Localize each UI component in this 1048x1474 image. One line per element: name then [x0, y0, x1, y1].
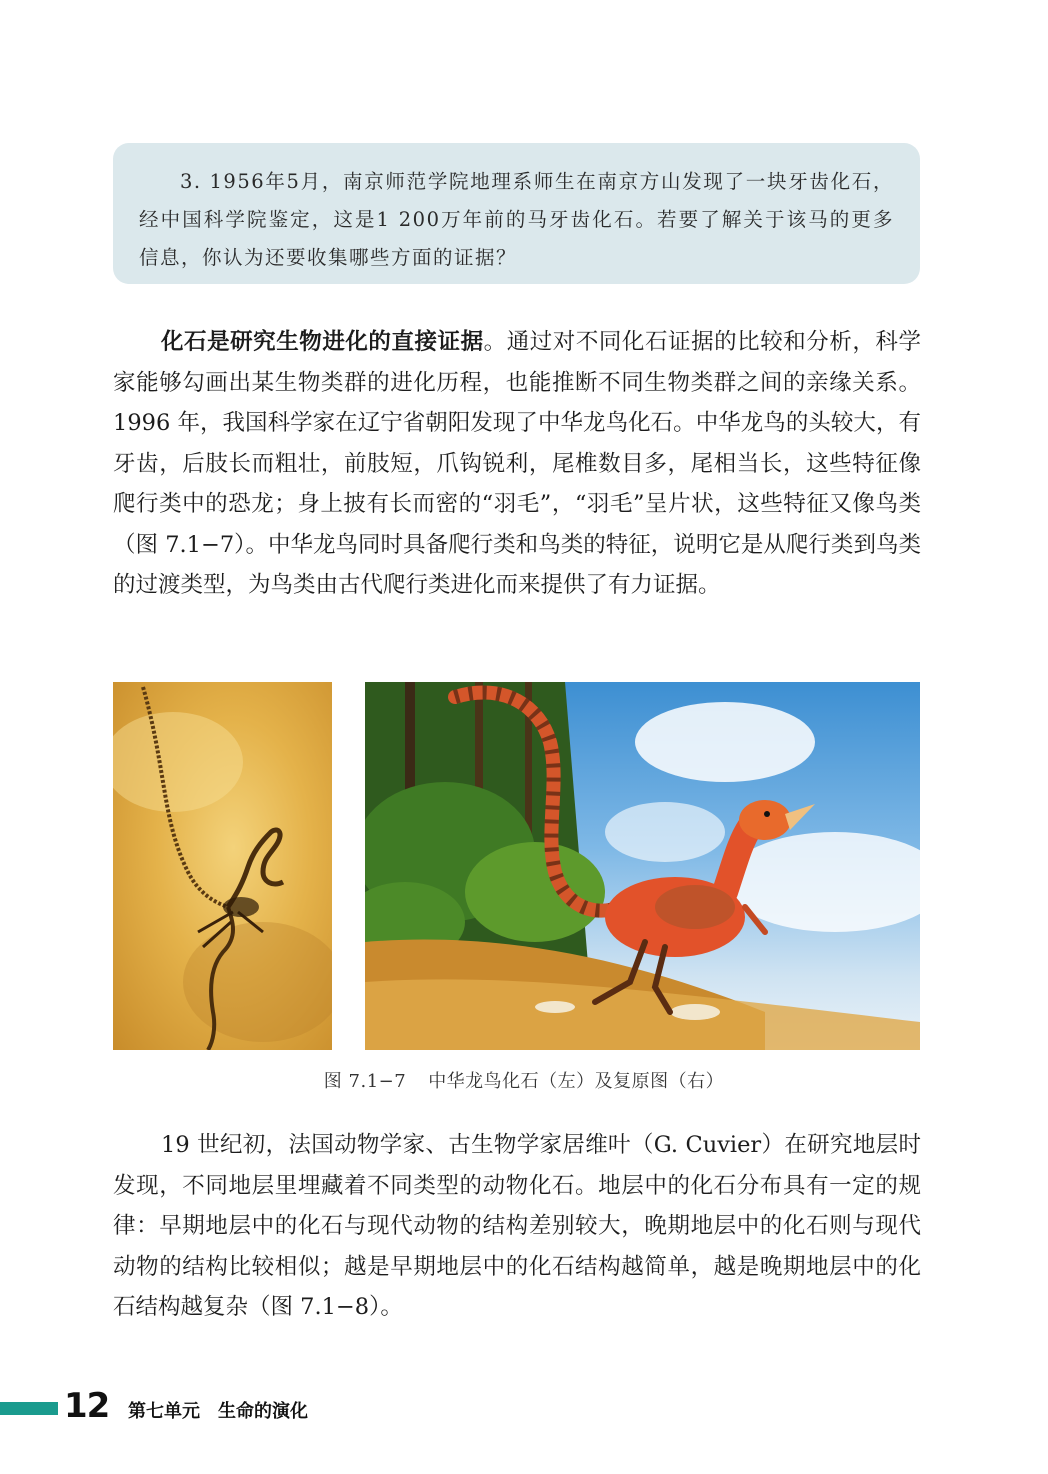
question-box [113, 143, 920, 284]
footer-unit-label: 第七单元 [128, 1401, 200, 1422]
footer-accent-bar [0, 1402, 58, 1415]
figure-caption [0, 1067, 1048, 1093]
figure-caption-text: 中华龙鸟化石（左）及复原图（右） [428, 1071, 725, 1092]
figure-number: 图 7.1−7 [323, 1071, 407, 1092]
sinosauropteryx-fossil-image [113, 682, 332, 1050]
paragraph-body: 。通过对不同化石证据的比较和分析，科学家能够勾画出某生物类群的进化历程，也能推断不同生物类群之间的亲缘关系。1996 年，我国科学家在辽宁省朝阳发现了中华龙鸟化石。中华龙鸟的头较大，有牙齿，后肢长而粗壮，前肢短，爪钩锐利，尾椎数目多，尾相当长，这些特征像爬行类中的恐龙；身上披有长而密的“羽毛”，“羽毛”呈片状，这些特征又像鸟类（图 7.1−7）。中华龙鸟同时具备爬行类和鸟类的特征，说明它是从爬行类到鸟类的过渡类型，为鸟类由古代爬行类进化而来提供了有力证据。 [113, 329, 921, 598]
footer-chapter-title [128, 1397, 308, 1423]
footer-chapter-label: 生命的演化 [218, 1401, 308, 1422]
paragraph-lead: 化石是研究生物进化的直接证据 [161, 329, 484, 355]
sinosauropteryx-reconstruction-image [365, 682, 920, 1050]
page-number: 12 [64, 1386, 110, 1426]
paragraph-body: 19 世纪初，法国动物学家、古生物学家居维叶（G. Cuvier）在研究地层时发现，不同地层里埋藏着不同类型的动物化石。地层中的化石分布具有一定的规律：早期地层中的化石与现代动物的结构差别较大，晚期地层中的化石则与现代动物的结构比较相似；越是早期地层中的化石结构越简单，越是晚期地层中的化石结构越复杂（图 7.1−8）。 [113, 1132, 921, 1320]
paragraph-fossil-evidence [113, 322, 921, 606]
question-text: 3. 1956年5月，南京师范学院地理系师生在南京方山发现了一块牙齿化石，经中国科学院鉴定，这是1 200万年前的马牙齿化石。若要了解关于该马的更多信息，你认为还要收集哪些方面的证据？ [139, 170, 894, 269]
paragraph-cuvier [113, 1125, 921, 1328]
